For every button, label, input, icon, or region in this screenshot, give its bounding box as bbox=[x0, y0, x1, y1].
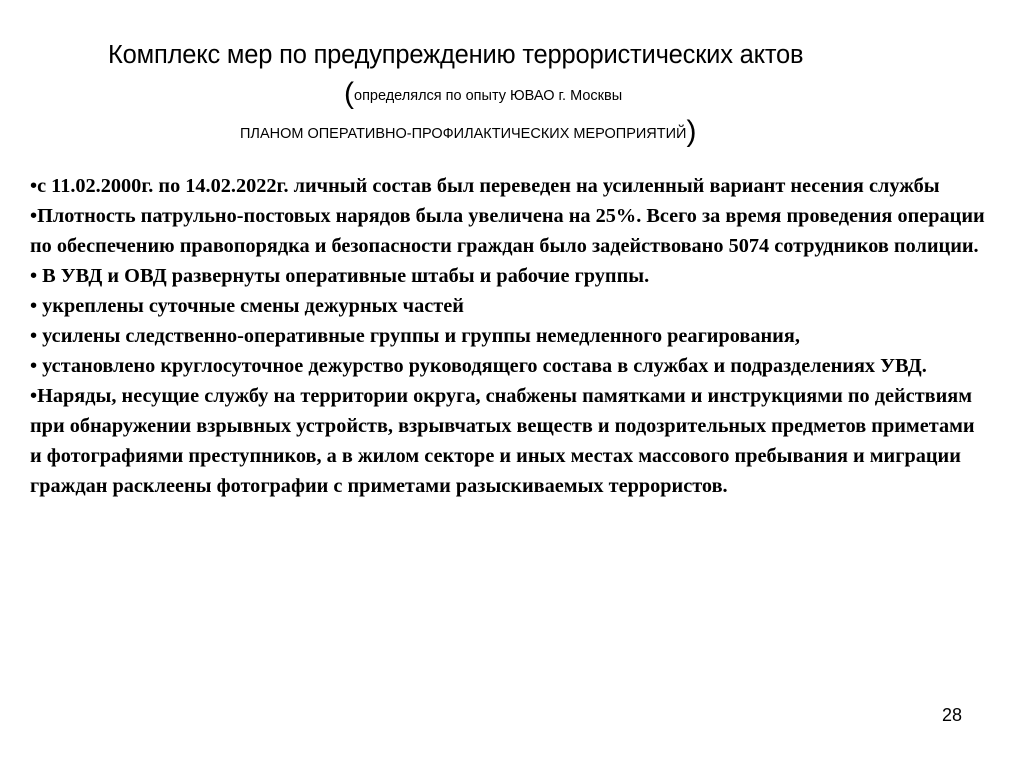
bullet-item: •Наряды, несущие службу на территории округа, снабжены памятками и инструкциями по действиям при обнаружении взрывных устройств, взрывчатых веществ и подозрительных предметов приметами и фотографиями преступников, а в жилом секторе и иных местах массового пребывания и миграции граждан расклеены фотографии с приметами разыскиваемых террористов. bbox=[30, 385, 975, 497]
subtitle-line-1 bbox=[344, 76, 622, 114]
subtitle-open-paren: ( bbox=[344, 77, 354, 110]
page-number: 28 bbox=[941, 705, 962, 725]
bullet-item: • укреплены суточные смены дежурных частей bbox=[30, 295, 464, 317]
bullet-item: • установлено круглосуточное дежурство руководящего состава в службах и подразделениях УВД. bbox=[30, 355, 927, 377]
bullet-list bbox=[30, 171, 990, 501]
bullet-item: •Плотность патрульно-постовых нарядов была увеличена на 25%. Всего за время проведения операции по обеспечению правопорядка и безопасности граждан было задействовано 5074 сотрудников полиции. bbox=[30, 205, 985, 257]
subtitle-line-2 bbox=[240, 114, 696, 152]
slide-title: Комплекс мер по предупреждению террористических актов bbox=[108, 41, 804, 69]
bullet-item: • В УВД и ОВД развернуты оперативные штабы и рабочие группы. bbox=[30, 265, 650, 287]
subtitle-close-paren: ) bbox=[686, 115, 697, 148]
bullet-item: •с 11.02.2000г. по 14.02.2022г. личный состав был переведен на усиленный вариант несения службы bbox=[30, 175, 940, 197]
bullet-item: • усилены следственно-оперативные группы и группы немедленного реагирования, bbox=[30, 325, 800, 347]
subtitle-line-2-text: ПЛАНОМ ОПЕРАТИВНО-ПРОФИЛАКТИЧЕСКИХ МЕРОПРИЯТИЙ bbox=[240, 126, 687, 142]
subtitle-line-1-text: определялся по опыту ЮВАО г. Москвы bbox=[354, 88, 623, 104]
